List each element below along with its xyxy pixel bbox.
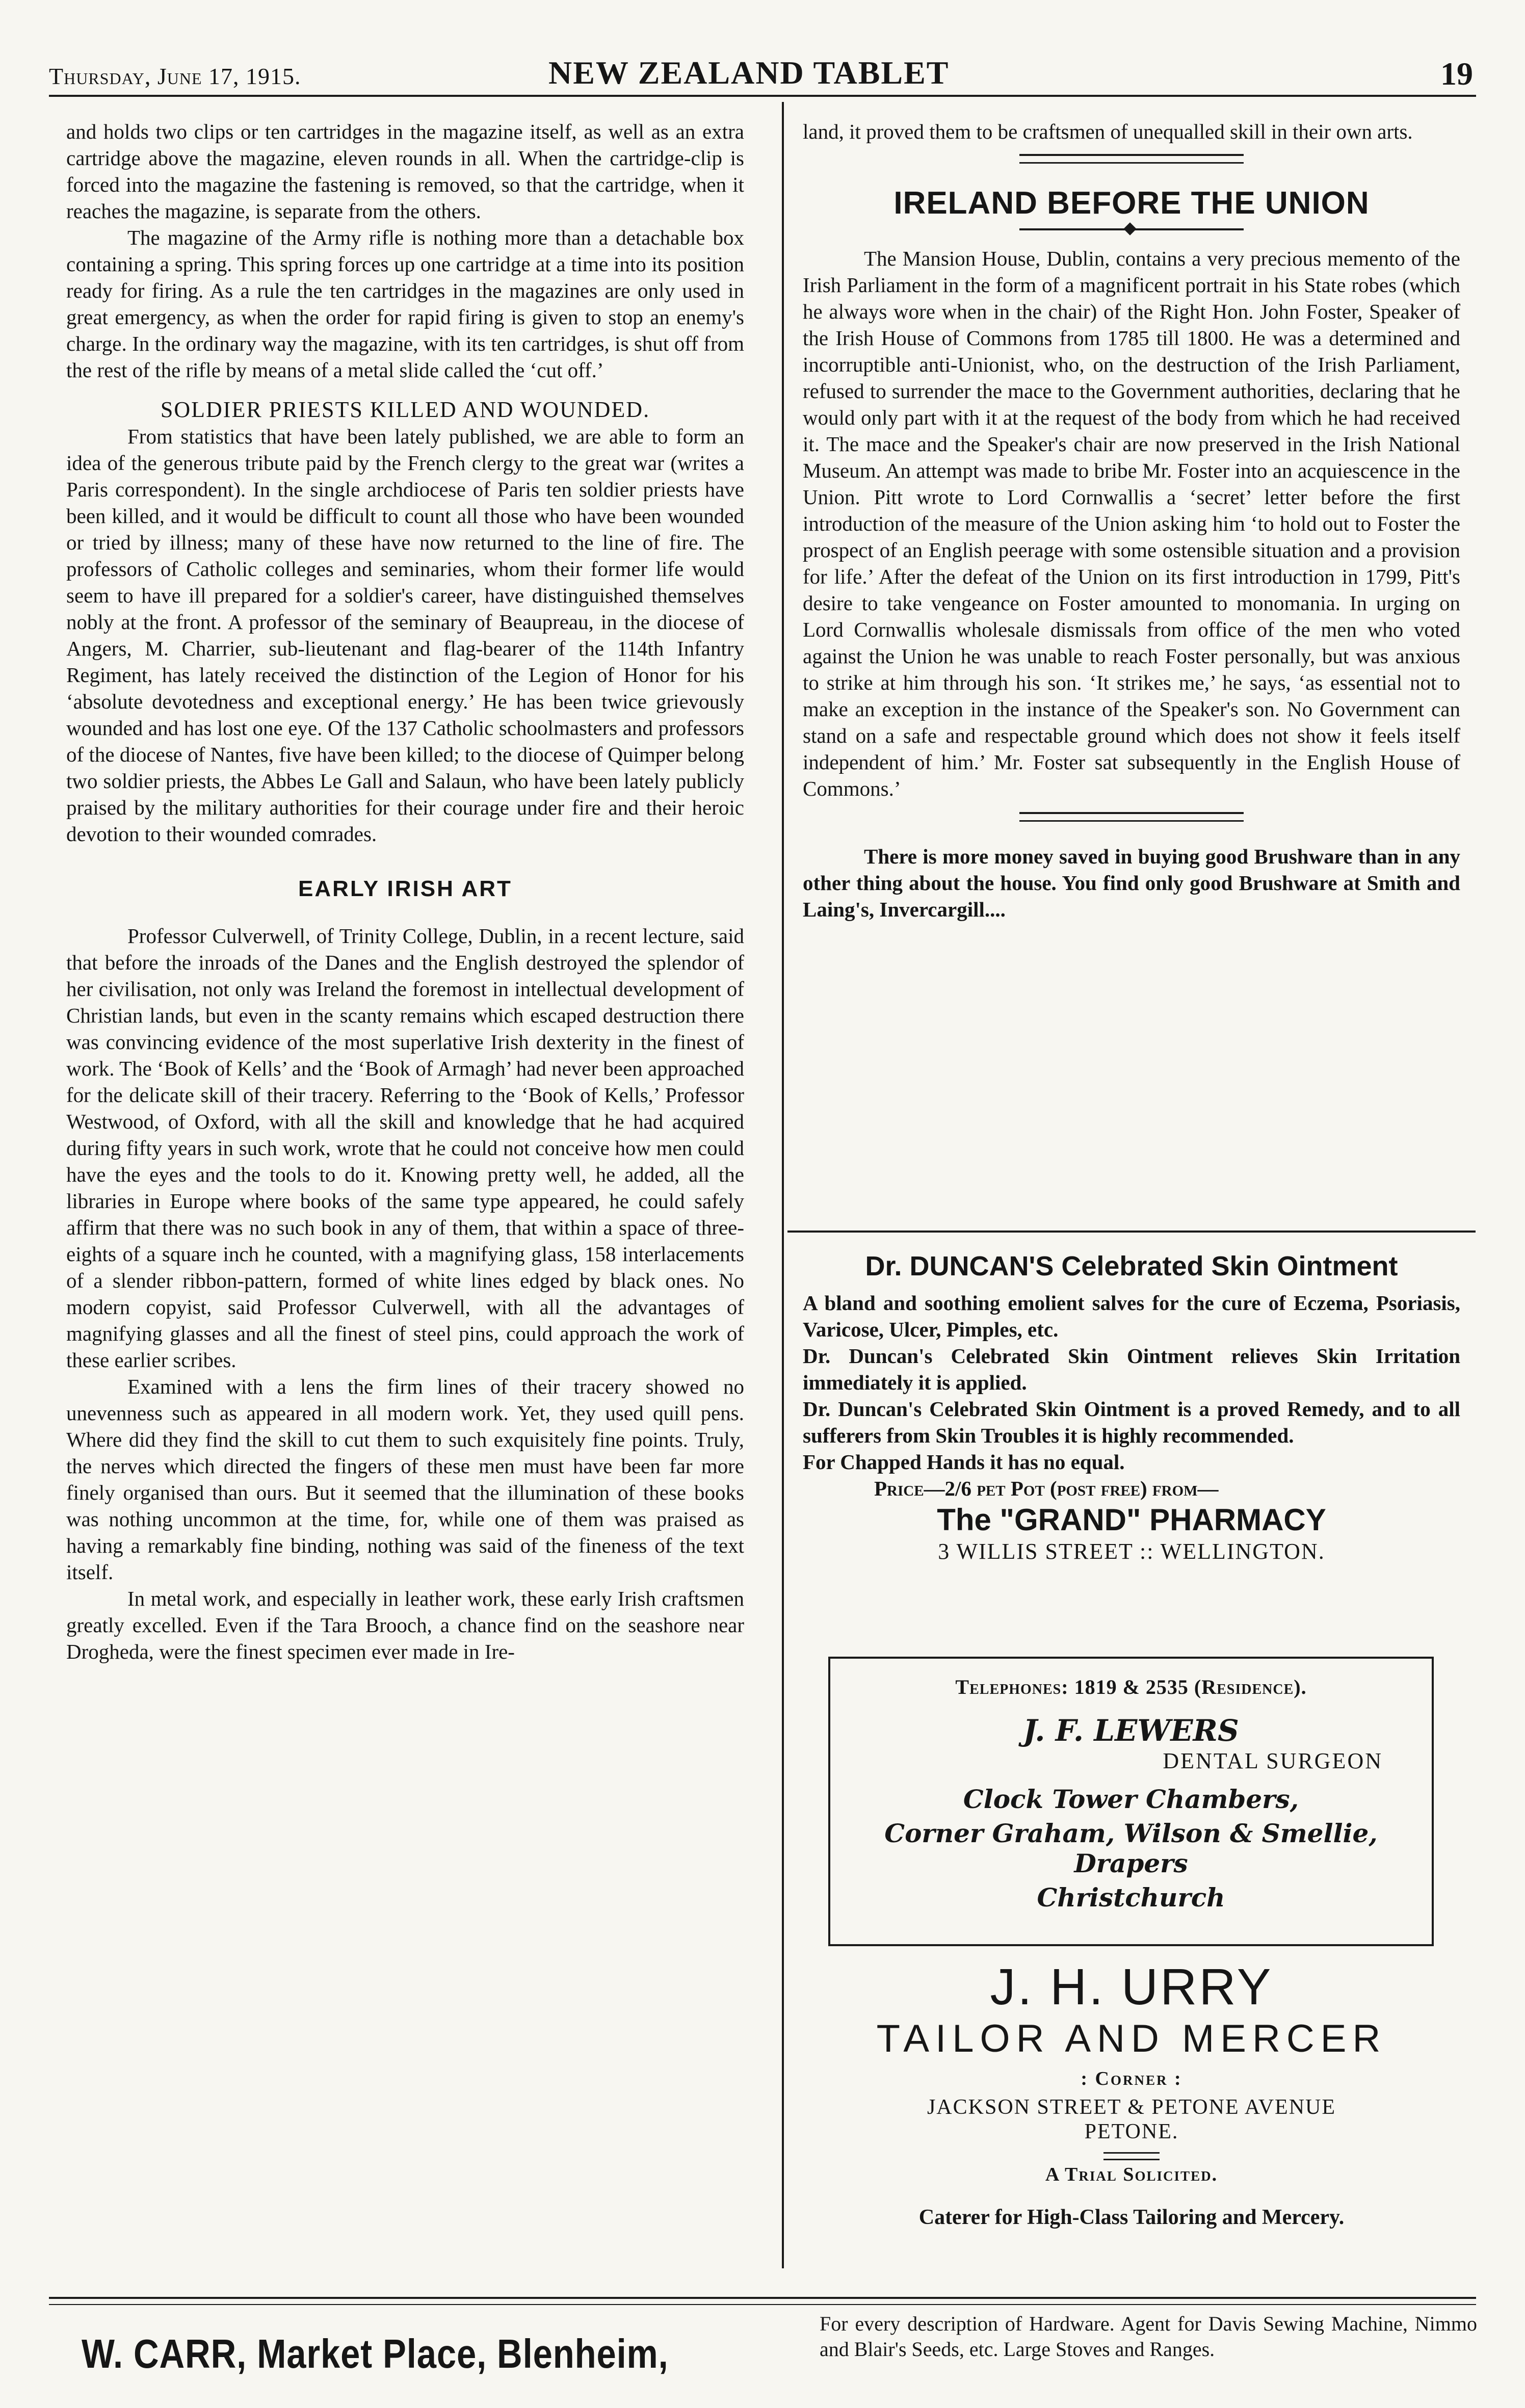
urry-street: JACKSON STREET & PETONE AVENUE [927, 2096, 1336, 2119]
duncan-ad-title: Dr. DUNCAN'S Celebrated Skin Ointment [865, 1251, 1398, 1281]
magazine-paragraph: The magazine of the Army rifle is nothing more than a detachable box containing a spring. This spring forces up one cartridge at a time into its position ready for firing. As a rule the ten cartridges in the magazines are only used in great emergency, as when the order for rapid firing is given to stop an enemy's charge. In the ordinary way the magazine, with its ten cartridges, is shut off from the rest of the rifle by means of a metal slide called the ‘cut off.’ [66, 226, 744, 382]
irish-art-paragraph-1: Professor Culverwell, of Trinity College, Dublin, in a recent lecture, said that before the inroads of the Danes and the English destroyed the splendor of her civilisation, not only was Ireland the foremost in intellectual development of Christian lands, but even in the scanty remains which escaped destruction there was convincing evidence of the most superlative Irish dexterity in the finest of work. The ‘Book of Kells’ and the ‘Book of Armagh’ had never been approached for the delicate skill of their tracery. Referring to the ‘Book of Kells,’ Professor Westwood, of Oxford, with all the skill and knowledge that he had acquired during fifty years in such work, wrote that he could not conceive how men could have the eyes and the tools to do it. Knowing pretty well, he added, all the libraries in Europe where books of the same type appeared, he could safely affirm that there was no such book in any of them, that within a space of three-eights of a square inch he counted, with a magnifying glass, 158 interlacements of a slender ribbon-pattern, formed of white lines edged by black ones. No modern copyist, said Professor Culverwell, with all the advantages of magnifying glasses and all the finest of steel pins, could approach the work of these earlier scribes. [66, 924, 744, 1372]
telephone-numbers: Telephones: 1819 & 2535 (Residence). [955, 1676, 1307, 1698]
ornament-rule [1103, 2152, 1160, 2160]
ireland-union-paragraph: The Mansion House, Dublin, contains a very precious memento of the Irish Parliament in the form of a magnificent portrait in his State robes (which he always wore when in the chair) of the Right Hon. John Foster, Speaker of the Irish House of Commons from 1785 till 1800. He was a determined and incorruptible anti-Unionist, who, on the destruction of the Irish Parliament, refused to surrender the mace to the Government authorities, declaring that he would only part with it at the request of the body from which he had received it. The mace and the Speaker's chair are now preserved in the Irish National Museum. An attempt was made to bribe Mr. Foster into an acquiescence in the Union. Pitt wrote to Lord Cornwallis a ‘secret’ letter before the first introduction of the measure of the Union asking him ‘to hold out to Foster the prospect of an English peerage with some ostensible situation and a provision for life.’ After the defeat of the Union on its first introduction in 1799, Pitt's desire to take vengeance on Foster amounted to monomania. In urging on Lord Cornwallis wholesale dismissals from office of the men who voted against the Union he was unable to reach Foster personally, but was anxious to strike at him through his son. ‘It strikes me,’ he says, ‘as essential not to make an exception in the instance of the Speaker's son. No Government can stand on a safe and respectable ground which does not show it feels itself independent of him.’ Mr. Foster sat subsequently in the English House of Commons.’ [803, 247, 1460, 800]
dentist-title: DENTAL SURGEON [1163, 1748, 1383, 1773]
section-rule [787, 1231, 1476, 1233]
address-line-3: Christchurch [1037, 1882, 1225, 1913]
urry-tailor-ad [803, 1958, 1460, 2230]
duncan-line-3: Dr. Duncan's Celebrated Skin Ointment is a proved Remedy, and to all sufferers from Skin Troubles it is highly recommended. [803, 1397, 1460, 1447]
address-line-1: Clock Tower Chambers, [963, 1784, 1299, 1814]
double-rule [1019, 812, 1244, 822]
page-number: 19 [1440, 56, 1473, 92]
pharmacy-address: 3 WILLIS STREET :: WELLINGTON. [938, 1539, 1325, 1564]
diamond-rule [1019, 222, 1244, 237]
urry-town: PETONE. [1084, 2120, 1179, 2143]
soldier-priests-heading: SOLDIER PRIESTS KILLED AND WOUNDED. [160, 397, 650, 422]
continued-paragraph: land, it proved them to be craftsmen of unequalled skill in their own arts. [803, 120, 1413, 143]
early-irish-art-heading: EARLY IRISH ART [298, 876, 512, 901]
irish-art-paragraph-3: In metal work, and especially in leather work, these early Irish craftsmen greatly excelled. Even if the Tara Brooch, a chance find on the seashore near Drogheda, were the finest specimen ever made in Ire- [66, 1587, 744, 1663]
lewers-dentist-ad [828, 1657, 1434, 1946]
urry-name: J. H. URRY [990, 1958, 1273, 2016]
duncan-ointment-ad [803, 1250, 1460, 1565]
dentist-name: J. F. LEWERS [1023, 1713, 1239, 1748]
urry-trade: TAILOR AND MERCER [876, 2017, 1387, 2060]
rifle-intro-paragraph: and holds two clips or ten cartridges in the magazine itself, as well as an extra cartridge above the magazine, eleven rounds in all. When the cartridge-clip is forced into the magazine the fastening is removed, so that the cartridge, when it reaches the magazine, is separate from the others. [66, 120, 744, 223]
urry-caterer: Caterer for High-Class Tailoring and Mercery. [918, 2206, 1345, 2229]
column-divider [782, 102, 784, 2268]
urry-trial: A Trial Solicited. [1045, 2164, 1218, 2185]
duncan-line-4: For Chapped Hands it has no equal. [803, 1450, 1125, 1474]
right-column [803, 118, 1460, 923]
carr-advert-text: For every description of Hardware. Agent for Davis Sewing Machine, Nimmo and Blair's Seeds, etc. Large Stoves and Ranges. [820, 2312, 1477, 2361]
issue-date: Thursday, June 17, 1915. [49, 63, 301, 89]
ireland-union-heading: IRELAND BEFORE THE UNION [893, 186, 1370, 221]
grand-pharmacy-name: The "GRAND" PHARMACY [937, 1503, 1326, 1537]
address-line-2: Corner Graham, Wilson & Smellie, Drapers [884, 1818, 1378, 1878]
masthead-title: NEW ZEALAND TABLET [548, 55, 950, 91]
duncan-price: Price—2/6 pet Pot (post free) from— [874, 1477, 1219, 1500]
page-header [49, 49, 1476, 97]
irish-art-paragraph-2: Examined with a lens the firm lines of their tracery showed no unevenness such as appeared in all modern work. Yet, they used quill pens. Where did they find the skill to cut them to such exquisitely fine points. Truly, the nerves which directed the fingers of these men must have been far more finely organised than ours. But it seemed that the illumination of these books was nothing uncommon at the time, for, while one of them was praised as having a remarkably fine binding, nothing was said of the fineness of the text itself. [66, 1375, 744, 1584]
duncan-line-1: A bland and soothing emolient salves for the cure of Eczema, Psoriasis, Varicose, Ulcer, Pimples, etc. [803, 1291, 1460, 1341]
brushware-notice: There is more money saved in buying good Brushware than in any other thing about the house. You find only good Brushware at Smith and Laing's, Invercargill.... [803, 845, 1460, 921]
duncan-line-2: Dr. Duncan's Celebrated Skin Ointment relieves Skin Irritation immediately it is applied. [803, 1344, 1460, 1394]
double-rule [1019, 154, 1244, 164]
footer-rule-thin [49, 2304, 1476, 2305]
carr-advert-name: W. CARR, Market Place, Blenheim, [82, 2331, 669, 2376]
footer-rule [49, 2297, 1476, 2299]
urry-corner: : Corner : [1081, 2068, 1182, 2089]
soldier-priests-paragraph: From statistics that have been lately published, we are able to form an idea of the generous tribute paid by the French clergy to the great war (writes a Paris correspondent). In the single archdiocese of Paris ten soldier priests have been killed, and it would be difficult to count all those who have been wounded or tried by illness; many of these have now returned to the line of fire. The professors of Catholic colleges and seminaries, whom their former life would seem to have ill prepared for a soldier's career, have distinguished themselves nobly at the front. A professor of the seminary of Beaupreau, in the diocese of Angers, M. Charrier, sub-lieutenant and flag-bearer of the 114th Infantry Regiment, has lately received the distinction of the Legion of Honor for his ‘absolute devotedness and exceptional energy.’ He has been twice grievously wounded and has lost one eye. Of the 137 Catholic schoolmasters and professors of the diocese of Nantes, five have been killed; to the diocese of Quimper belong two soldier priests, the Abbes Le Gall and Salaun, who have been lately publicly praised by the military authorities for their courage under fire and their heroic devotion to their wounded comrades. [66, 425, 744, 846]
left-column [66, 118, 744, 1665]
